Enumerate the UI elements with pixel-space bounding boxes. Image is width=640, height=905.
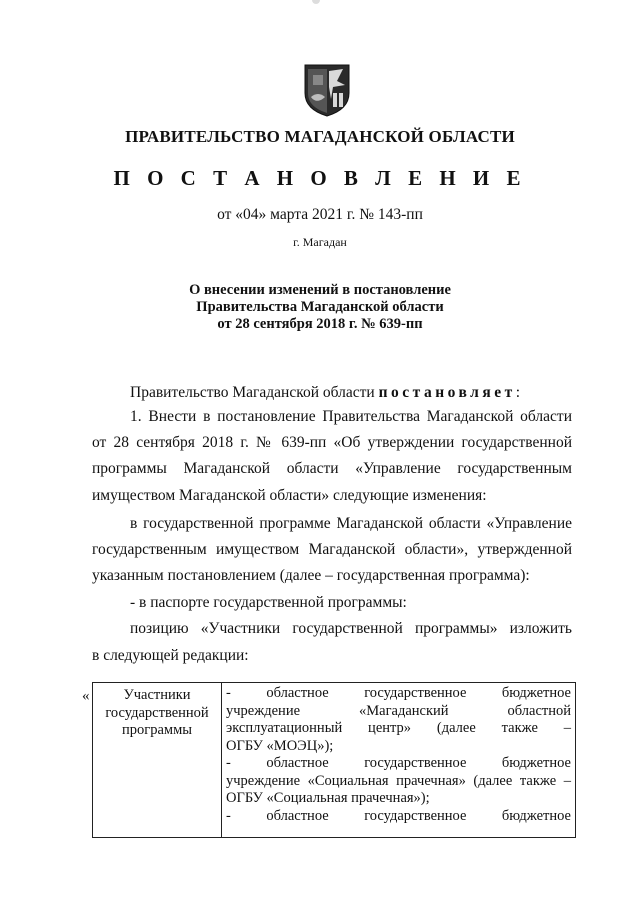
value-line: учреждение «Магаданский областной	[226, 702, 571, 719]
value-line: ОГБУ «МОЭЦ»);	[226, 737, 334, 754]
program-line: указанным постановлением (далее – государственная программа):	[92, 567, 530, 584]
passport-line: - в паспорте государственной программы:	[130, 594, 407, 611]
participants-value-cell	[222, 683, 576, 838]
value-line: - областное государственное бюджетное	[226, 755, 571, 771]
punch-hole-mark	[312, 0, 320, 4]
government-title: ПРАВИТЕЛЬСТВО МАГАДАНСКОЙ ОБЛАСТИ	[125, 127, 515, 146]
label-line: Участники	[123, 687, 191, 703]
label-line: программы	[122, 722, 192, 738]
item1-line: 1. Внести в постановление Правительства Магаданской области	[130, 408, 572, 425]
label-line: государственной	[105, 704, 209, 721]
preamble-prefix: Правительство Магаданской области	[130, 384, 375, 401]
table-row	[93, 683, 576, 838]
subject-line: Правительства Магаданской области	[196, 299, 444, 315]
position-line: в следующей редакции:	[92, 647, 249, 664]
document-date-number: от «04» марта 2021 г. № 143-пп	[217, 206, 423, 223]
program-participants-table	[92, 682, 576, 838]
value-line: эксплуатационный центр» (далее также –	[226, 720, 571, 736]
document-subject	[0, 282, 640, 333]
item1-line: имуществом Магаданской области» следующие изменения:	[92, 487, 487, 504]
preamble-colon: :	[515, 384, 521, 401]
preamble	[130, 384, 520, 402]
document-city: г. Магадан	[293, 235, 347, 249]
value-line: - областное государственное бюджетное	[226, 807, 571, 824]
subject-line: О внесении изменений в постановление	[189, 282, 451, 298]
coat-of-arms-icon	[303, 63, 351, 117]
document-type: П О С Т А Н О В Л Е Н И Е	[113, 166, 527, 190]
item1-line: от 28 сентября 2018 г. № 639-пп «Об утверждении государственной	[92, 434, 572, 451]
item1-line: программы Магаданской области «Управление государственным	[92, 460, 572, 477]
position-line: позицию «Участники государственной программы» изложить	[130, 620, 572, 637]
open-quote-mark: «	[82, 688, 90, 704]
subject-line: от 28 сентября 2018 г. № 639-пп	[217, 316, 423, 332]
program-line: в государственной программе Магаданской области «Управление	[130, 515, 572, 532]
participants-label-cell	[93, 683, 222, 838]
value-line: ОГБУ «Социальная прачечная»);	[226, 790, 430, 806]
value-line: - областное государственное бюджетное	[226, 685, 571, 701]
preamble-decree-word: постановляет	[378, 384, 516, 401]
value-line: учреждение «Социальная прачечная» (далее также –	[226, 772, 571, 789]
program-line: государственным имуществом Магаданской области», утвержденной	[92, 541, 572, 558]
